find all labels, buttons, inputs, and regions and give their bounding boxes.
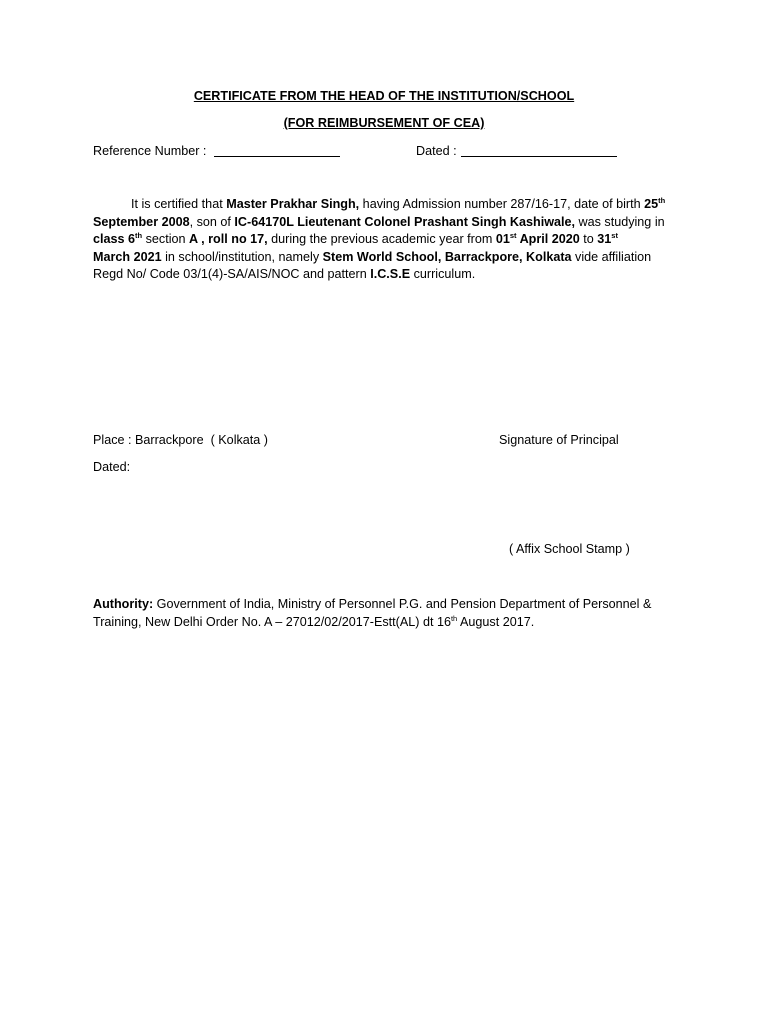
authority-text: Government of India, Ministry of Personnel P.G. and Pension Department of Personnel & Training, New Delhi Order No. A – 27012/02/2017-Estt(AL) dt 16: [93, 597, 652, 629]
place-signature-row: [93, 432, 693, 450]
authority-text-end: August 2017.: [457, 614, 535, 629]
footer-dated: Dated:: [93, 460, 131, 474]
body-text: vide affiliation Regd No/ Code 03/1(4)-SA/AIS/NOC and pattern: [93, 249, 652, 282]
body-text: during the previous academic year from: [267, 232, 496, 247]
body-text: , son of: [189, 214, 235, 229]
from-date: 01st April 2020: [495, 231, 580, 247]
body-text: having Admission number 287/16-17, date of birth: [359, 197, 645, 211]
body-text: It is certified that: [131, 197, 227, 211]
signature-of-principal: Signature of Principal: [499, 433, 619, 447]
class-label: class 6th: [93, 231, 143, 247]
reference-number-label: Reference Number :: [93, 144, 207, 158]
school-name: Stem World School, Barrackpore, Kolkata: [322, 249, 572, 264]
section-roll: A , roll no 17,: [189, 232, 268, 247]
certificate-subtitle: (FOR REIMBURSEMENT OF CEA): [283, 116, 485, 130]
body-text: to: [579, 232, 598, 247]
place-text: Place : Barrackpore ( Kolkata ): [93, 433, 268, 447]
body-text: was studying in: [575, 214, 665, 229]
curriculum-pattern: I.C.S.E: [370, 267, 411, 282]
date-of-birth: 25th September 2008: [93, 196, 666, 229]
body-text: in school/institution, namely: [161, 249, 323, 264]
authority-sup: th: [450, 613, 458, 623]
to-date: 31st March 2021: [93, 231, 618, 264]
certificate-title: CERTIFICATE FROM THE HEAD OF THE INSTITUTION/SCHOOL: [193, 89, 575, 103]
reference-number-blank: [214, 156, 340, 157]
dated-blank: [461, 156, 617, 157]
authority-note: [93, 596, 683, 631]
authority-label: Authority:: [93, 597, 154, 611]
certificate-body: [93, 196, 678, 284]
parent-name: IC-64170L Lieutenant Colonel Prashant Singh Kashiwale,: [234, 214, 576, 229]
body-text: curriculum.: [410, 267, 476, 282]
student-name: Master Prakhar Singh,: [226, 197, 360, 211]
dated-label: Dated :: [416, 144, 457, 158]
school-stamp-note: ( Affix School Stamp ): [509, 542, 630, 556]
body-text: section: [142, 232, 190, 247]
reference-row: [93, 143, 693, 161]
